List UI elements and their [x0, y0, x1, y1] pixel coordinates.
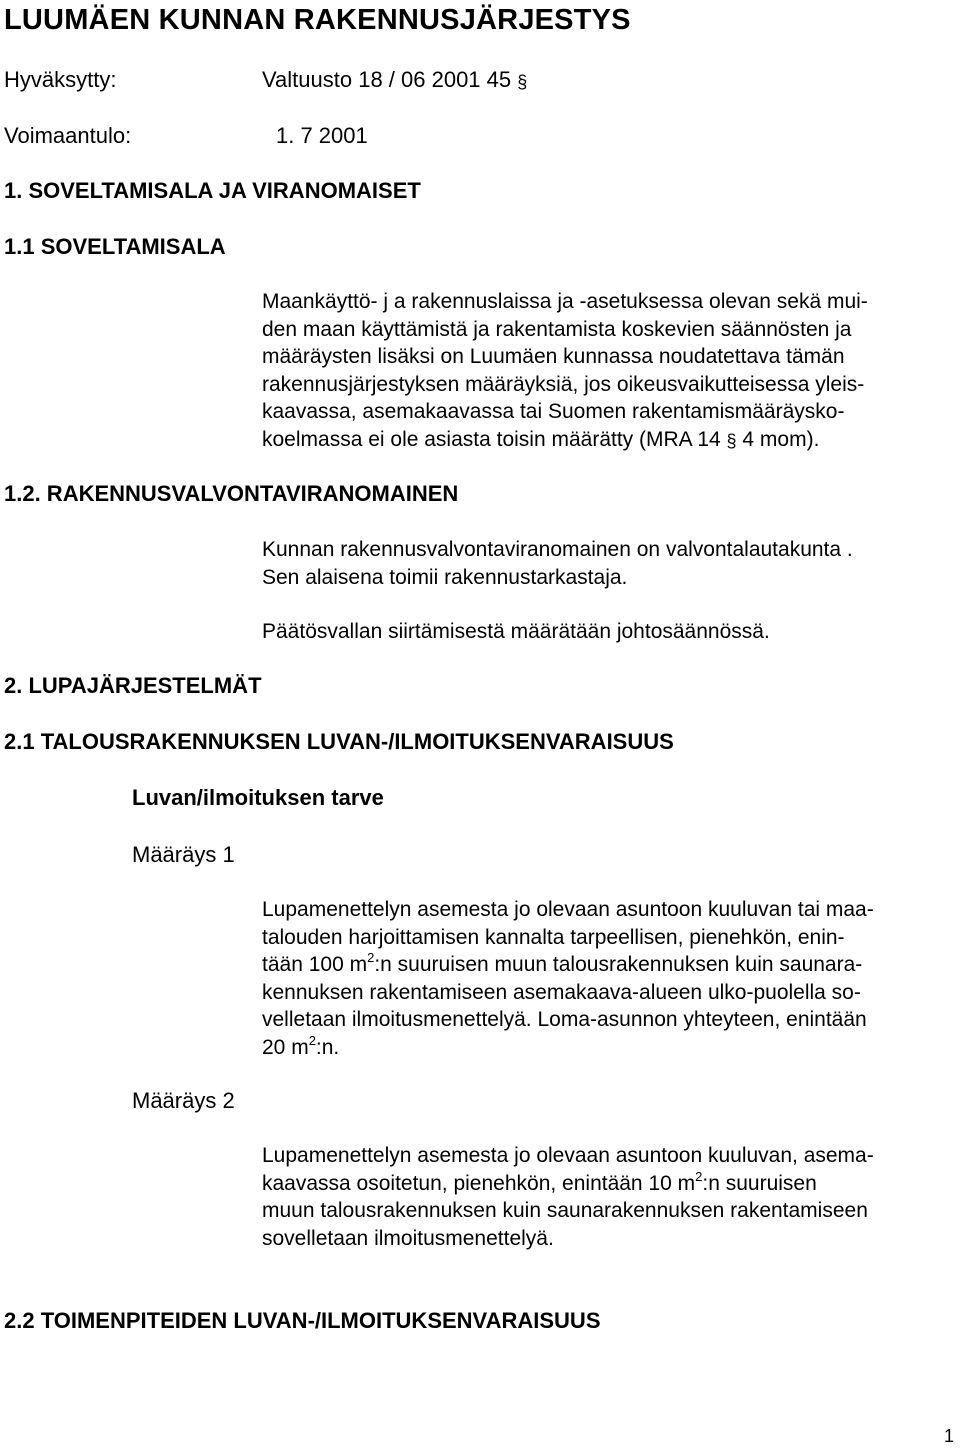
effective-label: Voimaantulo:: [4, 123, 132, 148]
approved-label: Hyväksytty:: [4, 67, 117, 92]
heading-section-1-2: 1.2. RAKENNUSVALVONTAVIRANOMAINEN: [4, 481, 459, 506]
page-number: 1: [944, 1426, 955, 1446]
section-symbol: §: [726, 430, 737, 451]
heading-section-1: 1. SOVELTAMISALA JA VIRANOMAISET: [4, 178, 421, 203]
maarays-1-label: Määräys 1: [132, 842, 235, 867]
paragraph-maarays-1: Lupamenettelyn asemesta jo olevaan asuntoon kuuluvan tai maa- talouden harjoittamisen kannalta tarpeellisen, pienehkön, enin- tään 100 $m^2:n$ suuruisen muun talousrakennuksen kuin saunara- kennuksen rakentamiseen asemakaava-alueen ulko-puolella so- velletaan ilmoitusmenettelyä. Loma-asunnon yhteyteen, enintään 20 $m^2:n$.: [262, 898, 874, 1059]
approved-value: Valtuusto 18 / 06 2001 45 §: [262, 67, 528, 92]
heading-section-2-2: 2.2 TOIMENPITEIDEN LUVAN-/ILMOITUKSENVARAISUUS: [4, 1308, 601, 1333]
heading-section-1-1: 1.1 SOVELTAMISALA: [4, 234, 226, 259]
subheading-luvan-tarve: Luvan/ilmoituksen tarve: [132, 785, 384, 810]
heading-section-2: 2. LUPAJÄRJESTELMÄT: [4, 673, 262, 698]
section-symbol: §: [517, 72, 528, 92]
document-title: LUUMÄEN KUNNAN RAKENNUSJÄRJESTYS: [4, 4, 631, 36]
effective-value: 1. 7 2001: [276, 123, 368, 148]
heading-section-2-1: 2.1 TALOUSRAKENNUKSEN LUVAN-/ILMOITUKSENVARAISUUS: [4, 729, 674, 754]
paragraph-rakennusvalvonta: Kunnan rakennusvalvontaviranomainen on valvontalautakunta . Sen alaisena toimii rakennustarkastaja.: [262, 538, 853, 589]
maarays-2-label: Määräys 2: [132, 1088, 235, 1113]
paragraph-paatosvalta: Päätösvallan siirtämisestä määrätään johtosäännössä.: [262, 620, 770, 643]
paragraph-maarays-2: Lupamenettelyn asemesta jo olevaan asuntoon kuuluvan, asema- kaavassa osoitetun, pienehkön, enintään 10 $m^2:n$ suuruisen muun talousrakennuksen kuin saunarakennuksen rakentamiseen sovelletaan ilmoitusmenettelyä.: [262, 1144, 874, 1250]
paragraph-soveltamisala: Maankäyttö- j a rakennuslaissa ja -asetuksessa olevan sekä mui- den maan käyttämistä ja rakentamista koskevien säännösten ja määräysten lisäksi on Luumäen kunnassa noudatettava tämän rakennusjärjestyksen määräyksiä, jos oikeusvaikutteisessa yleis- kaavassa, asemakaavassa tai Suomen rakentamismääräysko- koelmassa ei ole asiasta toisin määrätty (MRA 14 § 4 mom).: [262, 288, 868, 454]
